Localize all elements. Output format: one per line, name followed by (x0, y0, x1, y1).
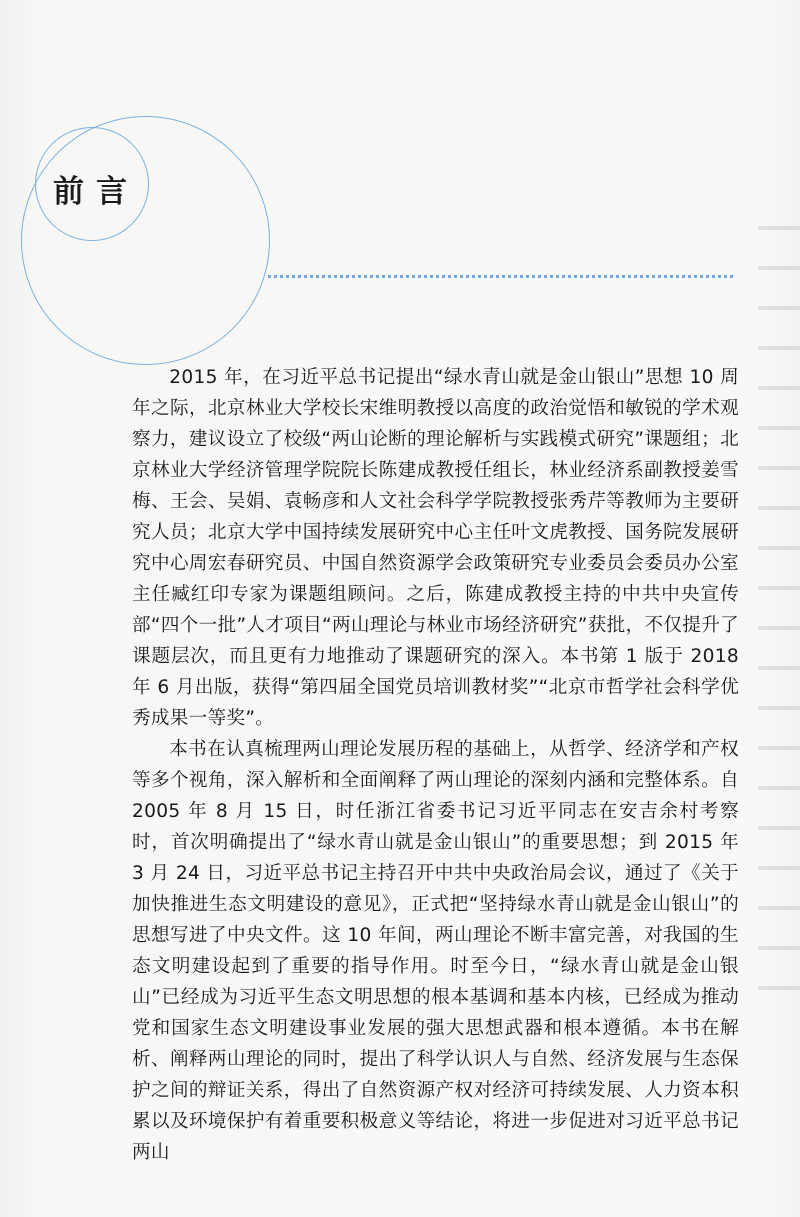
preface-heading: 前言 (53, 174, 139, 210)
paragraph: 本书在认真梳理两山理论发展历程的基础上，从哲学、经济学和产权等多个视角，深入解析和全面阐释了两山理论的深刻内涵和完整体系。自 2005 年 8 月 15 日，时任浙江省委书记习近平同志在安吉余村考察时，首次明确提出了“绿水青山就是金山银山”的重要思想；到 2015 年 3 月 24 日，习近平总书记主持召开中共中央政治局会议，通过了《关于加快推进生态文明建设的意见》，正式把“坚持绿水青山就是金山银山”的思想写进了中央文件。这 10 年间，两山理论不断丰富完善，对我国的生态文明建设起到了重要的指导作用。时至今日，“绿水青山就是金山银山”已经成为习近平生态文明思想的根本基调和基本内核，已经成为推动党和国家生态文明建设事业发展的强大思想武器和根本遵循。本书在解析、阐释两山理论的同时，提出了科学认识人与自然、经济发展与生态保护之间的辩证关系，得出了自然资源产权对经济可持续发展、人力资本积累以及环境保护有着重要积极意义等结论，将进一步促进对习近平总书记两山 (132, 739, 739, 1163)
show-through-text (758, 200, 800, 1020)
dotted-divider (268, 275, 733, 278)
paragraph: 2015 年，在习近平总书记提出“绿水青山就是金山银山”思想 10 周年之际，北京林业大学校长宋维明教授以高度的政治觉悟和敏锐的学术观察力，建议设立了校级“两山论断的理论解析与实践模式研究”课题组；北京林业大学经济管理学院院长陈建成教授任组长，林业经济系副教授姜雪梅、王会、吴娟、袁畅彦和人文社会科学学院教授张秀芹等教师为主要研究人员；北京大学中国持续发展研究中心主任叶文虎教授、国务院发展研究中心周宏春研究员、中国自然资源学会政策研究专业委员会委员办公室主任臧红印专家为课题组顾问。之后，陈建成教授主持的中共中央宣传部“四个一批”人才项目“两山理论与林业市场经济研究”获批，不仅提升了课题层次，而且更有力地推动了课题研究的深入。本书第 1 版于 2018 年 6 月出版，获得“第四届全国党员培训教材奖”“北京市哲学社会科学优秀成果一等奖”。 (132, 367, 739, 729)
preface-body (132, 362, 739, 1168)
